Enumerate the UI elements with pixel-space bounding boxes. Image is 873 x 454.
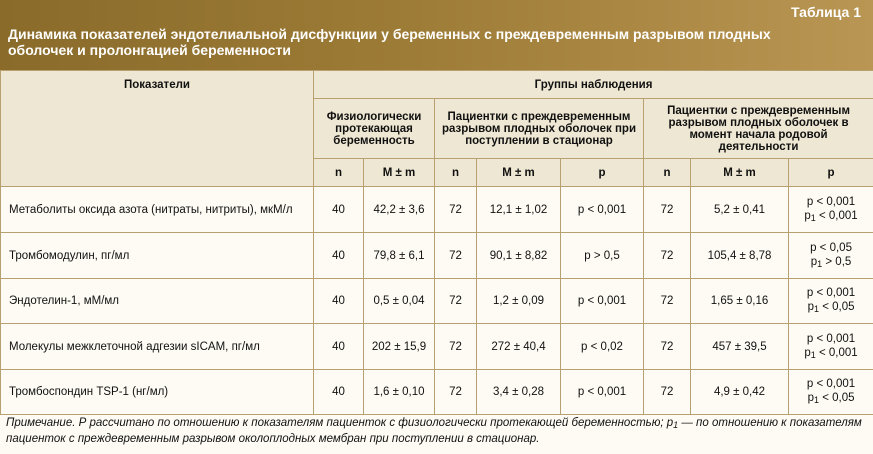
cell-g3-mean: 5,2 ± 0,41	[691, 187, 789, 233]
cell-g2-n: 72	[435, 187, 477, 233]
row-label: Тромбомодулин, пг/мл	[1, 233, 314, 279]
table-row	[1, 324, 873, 370]
cell-g1-n: 40	[314, 370, 364, 415]
cell-g2-n: 72	[435, 324, 477, 370]
cell-g3-n: 72	[644, 279, 691, 324]
note-subscript: 1	[673, 420, 679, 430]
g3-p1-value	[789, 346, 873, 362]
cell-g3-p	[789, 370, 873, 415]
cell-g2-mean: 272 ± 40,4	[477, 324, 561, 370]
cell-g1-mean: 0,5 ± 0,04	[364, 279, 435, 324]
note-text-2: — по отношению к показателям пациенток с преждевременным разрывом околоплодных мембран при поступлении в стационар.	[6, 417, 862, 445]
g3-p1-value	[789, 391, 873, 407]
g2-n-header: n	[435, 159, 477, 187]
cell-g2-p: p > 0,5	[561, 233, 644, 279]
p1-letter: p	[807, 301, 814, 313]
cell-g3-p	[789, 279, 873, 324]
g2-p-header: p	[561, 159, 644, 187]
cell-g2-n: 72	[435, 279, 477, 324]
g3-p-value: p < 0,05	[810, 241, 852, 254]
cell-g2-n: 72	[435, 370, 477, 415]
group2-header: Пациентки с преждевременным разрывом плодных оболочек при поступлении в стационар	[435, 99, 644, 159]
cell-g2-p: p < 0,001	[561, 370, 644, 415]
row-label: Эндотелин-1, мМ/мл	[1, 279, 314, 324]
cell-g3-mean: 1,65 ± 0,16	[691, 279, 789, 324]
cell-g1-n: 40	[314, 279, 364, 324]
row-label: Метаболиты оксида азота (нитраты, нитриты), мкМ/л	[1, 187, 314, 233]
cell-g1-mean: 42,2 ± 3,6	[364, 187, 435, 233]
groups-header: Группы наблюдения	[314, 71, 873, 99]
g3-p-value: p < 0,001	[806, 378, 856, 390]
cell-g1-mean: 202 ± 15,9	[364, 324, 435, 370]
cell-g2-mean: 90,1 ± 8,82	[477, 233, 561, 279]
p1-letter: p	[804, 209, 811, 222]
g3-p1-value	[789, 255, 873, 271]
p1-subscript: 1	[813, 304, 819, 314]
g3-p-value: p < 0,001	[806, 195, 856, 208]
cell-g2-n: 72	[435, 233, 477, 279]
data-table	[0, 70, 873, 415]
g2-mean-header: M ± m	[477, 159, 561, 187]
g3-p1-value	[789, 209, 873, 225]
p1-text: > 0,5	[825, 255, 852, 268]
p1-text: < 0,001	[819, 346, 858, 359]
table-note	[6, 416, 866, 446]
g3-p1-value	[789, 300, 873, 316]
g3-n-header: n	[644, 159, 691, 187]
indicators-header: Показатели	[1, 71, 314, 187]
cell-g1-n: 40	[314, 324, 364, 370]
g3-p-value: p < 0,001	[806, 287, 856, 299]
cell-g1-n: 40	[314, 233, 364, 279]
row-label: Тромбоспондин TSP-1 (нг/мл)	[1, 370, 314, 415]
p1-text: < 0,001	[819, 209, 858, 222]
cell-g3-mean: 105,4 ± 8,78	[691, 233, 789, 279]
group1-header: Физиологически протекающая беременность	[314, 99, 435, 159]
cell-g3-p	[789, 233, 873, 279]
cell-g2-p: p < 0,001	[561, 187, 644, 233]
g3-p-value: p < 0,001	[806, 332, 856, 345]
cell-g3-n: 72	[644, 324, 691, 370]
p1-letter: p	[804, 346, 811, 359]
cell-g3-n: 72	[644, 187, 691, 233]
note-text-1: Примечание. Р рассчитано по отношению к показателям пациенток с физиологически протекающей беременностью; p	[6, 417, 674, 429]
p1-subscript: 1	[813, 395, 819, 405]
table-title: Динамика показателей эндотелиальной дисфункции у беременных с преждевременным разрывом плодных оболочек и пролонгацией беременности	[8, 26, 771, 58]
table-number: Таблица 1	[790, 4, 861, 20]
p1-letter: p	[810, 255, 818, 268]
p1-subscript: 1	[817, 258, 823, 269]
p1-text: < 0,05	[822, 392, 855, 404]
p1-text: < 0,05	[822, 301, 855, 313]
cell-g2-mean: 3,4 ± 0,28	[477, 370, 561, 415]
cell-g3-n: 72	[644, 233, 691, 279]
cell-g1-n: 40	[314, 187, 364, 233]
cell-g2-mean: 12,1 ± 1,02	[477, 187, 561, 233]
cell-g2-mean: 1,2 ± 0,09	[477, 279, 561, 324]
cell-g2-p: p < 0,001	[561, 279, 644, 324]
table-row	[1, 187, 873, 233]
g1-mean-header: M ± m	[364, 159, 435, 187]
table-row	[1, 233, 873, 279]
table-row	[1, 279, 873, 324]
p1-subscript: 1	[810, 212, 816, 223]
group3-header: Пациентки с преждевременным разрывом плодных оболочек в момент начала родовой деятельности	[644, 99, 873, 159]
cell-g1-mean: 1,6 ± 0,10	[364, 370, 435, 415]
g1-n-header: n	[314, 159, 364, 187]
cell-g3-mean: 4,9 ± 0,42	[691, 370, 789, 415]
cell-g3-p	[789, 324, 873, 370]
row-label: Молекулы межклеточной адгезии sICAM, пг/мл	[1, 324, 314, 370]
title-bar	[0, 0, 873, 70]
cell-g1-mean: 79,8 ± 6,1	[364, 233, 435, 279]
g3-p-header: p	[789, 159, 873, 187]
p1-subscript: 1	[810, 349, 816, 360]
table-row	[1, 370, 873, 415]
cell-g2-p: p < 0,02	[561, 324, 644, 370]
g3-mean-header: M ± m	[691, 159, 789, 187]
cell-g3-p	[789, 187, 873, 233]
cell-g3-mean: 457 ± 39,5	[691, 324, 789, 370]
cell-g3-n: 72	[644, 370, 691, 415]
p1-letter: p	[807, 392, 814, 404]
